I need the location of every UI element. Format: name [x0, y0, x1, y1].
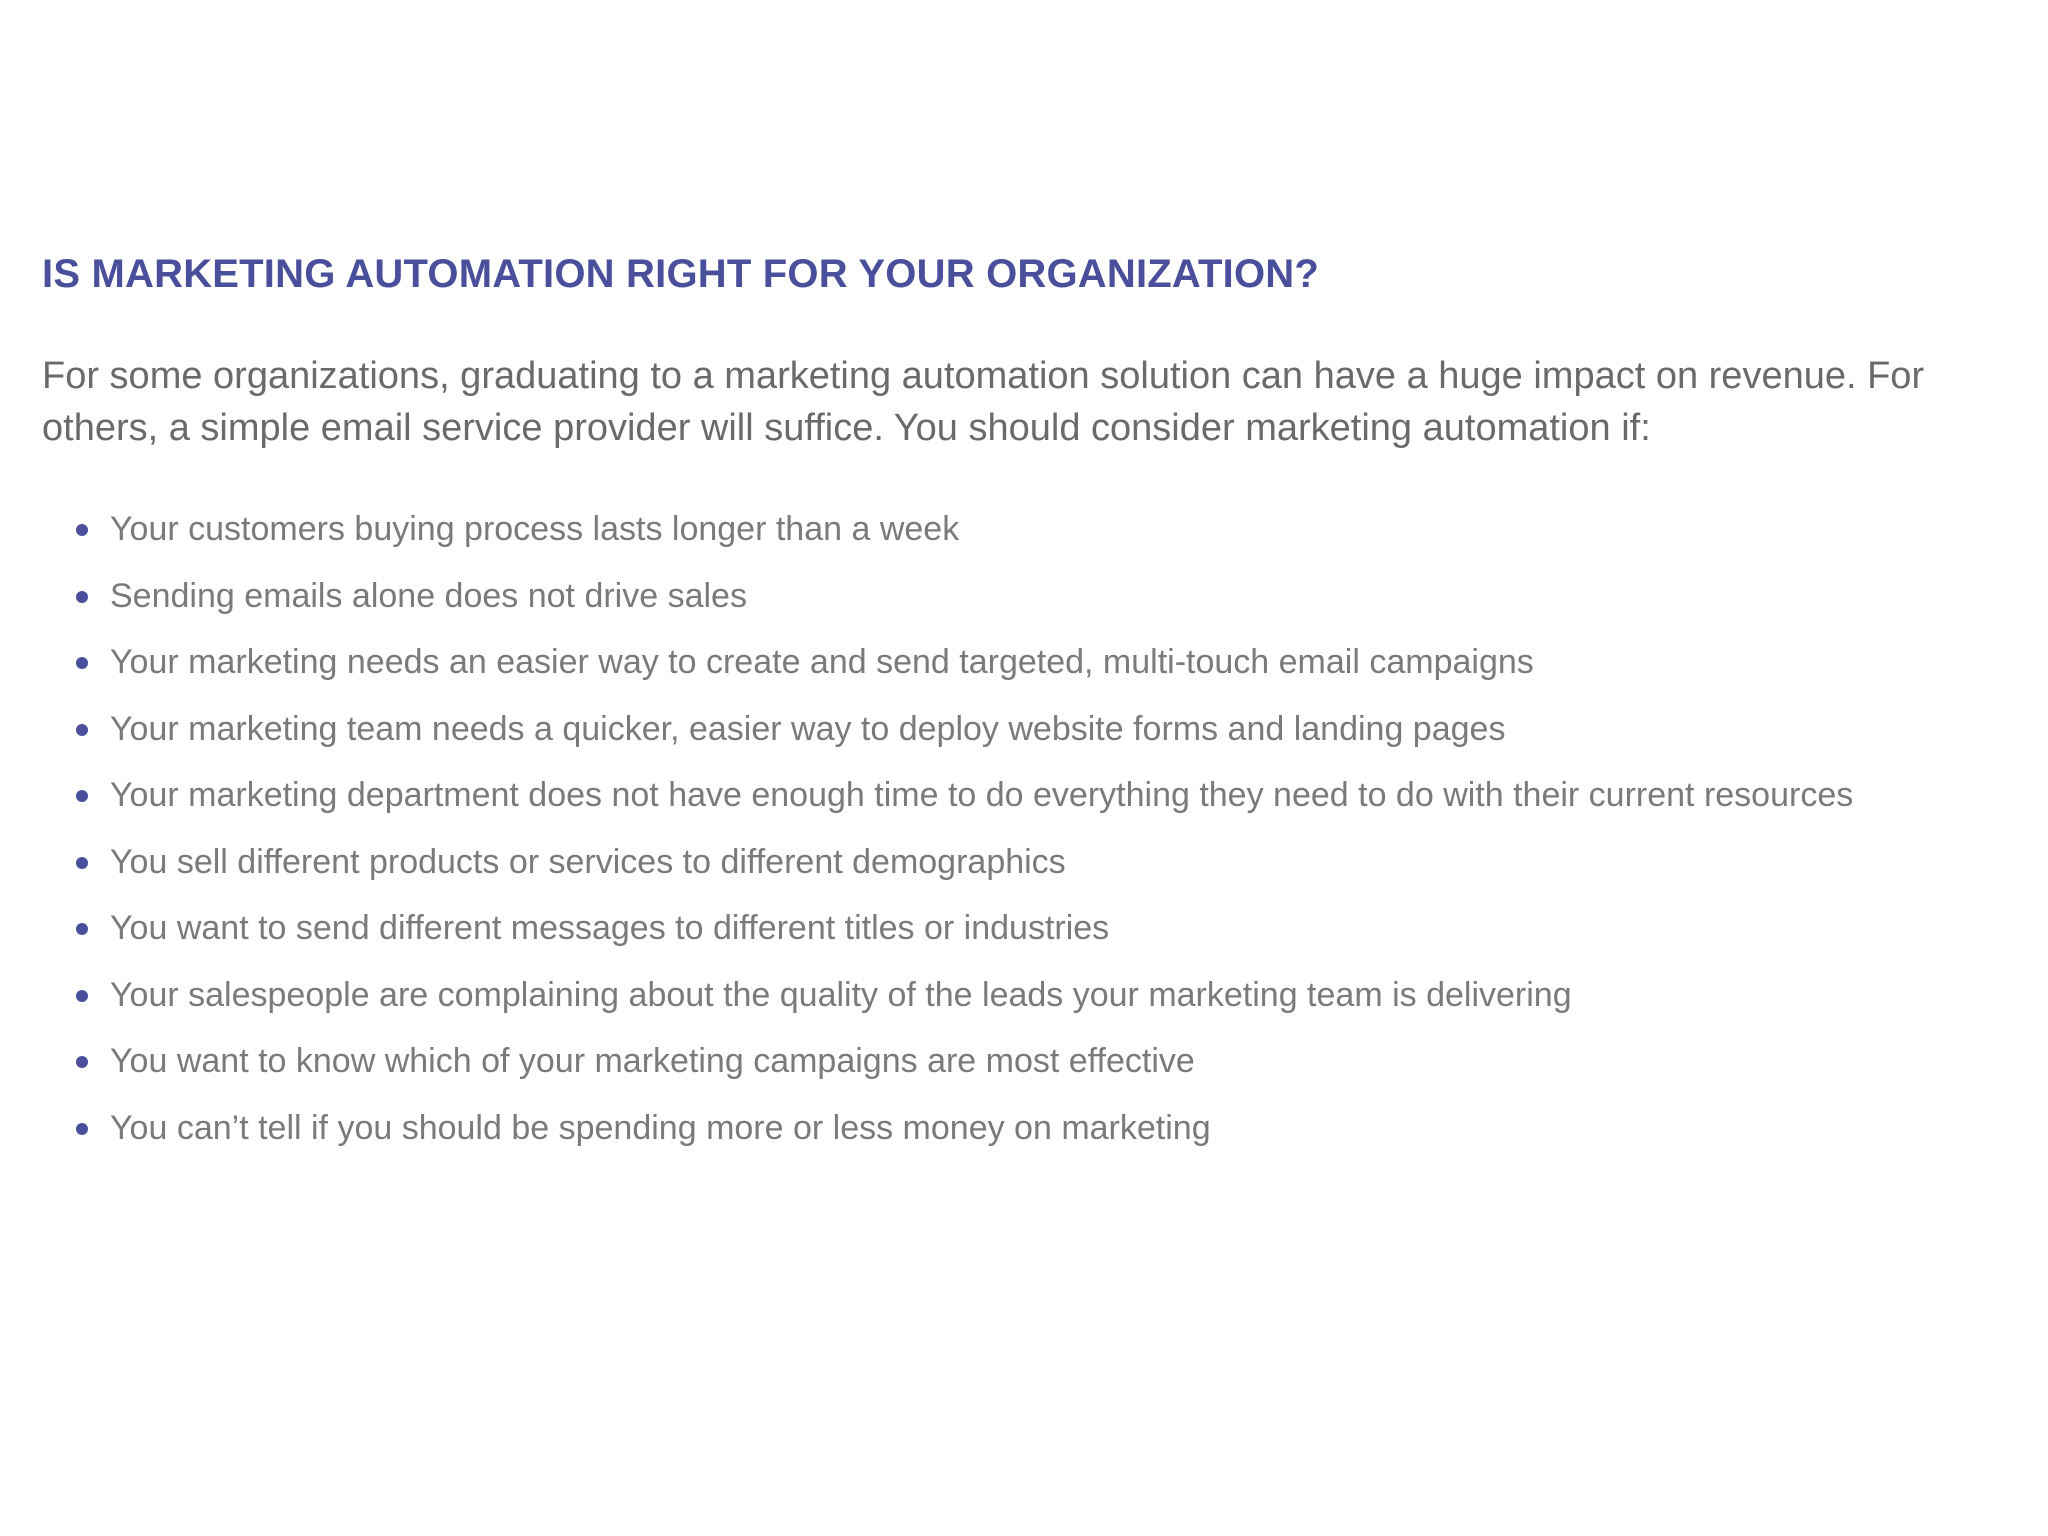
list-item: [42, 570, 1853, 637]
section-heading: IS MARKETING AUTOMATION RIGHT FOR YOUR ORGANIZATION?: [42, 252, 1320, 296]
list-item-text: You want to know which of your marketing campaigns are most effective: [110, 1042, 1195, 1080]
list-item-text: You can’t tell if you should be spending more or less money on marketing: [110, 1108, 1211, 1147]
list-item: [42, 1035, 1853, 1102]
intro-paragraph: For some organizations, graduating to a marketing automation solution can have a huge impact on revenue. For others, a simple email service provider will suffice. You should consider marketing automation if:: [42, 355, 1925, 449]
list-item-text: You sell different products or services to different demographics: [110, 842, 1066, 881]
list-item: [42, 769, 1853, 836]
bullet-dot-icon: [76, 990, 88, 1002]
list-item: [42, 902, 1853, 969]
bullet-dot-icon: [76, 524, 88, 536]
list-item: [42, 503, 1853, 570]
list-item-text: You want to send different messages to different titles or industries: [110, 909, 1110, 947]
list-item-text: Your salespeople are complaining about the quality of the leads your marketing team is delivering: [110, 975, 1572, 1014]
criteria-list: [42, 503, 1853, 1168]
list-item: [42, 969, 1853, 1036]
list-item: [42, 1102, 1853, 1169]
bullet-dot-icon: [76, 857, 88, 869]
bullet-dot-icon: [76, 1123, 88, 1135]
bullet-dot-icon: [76, 790, 88, 802]
list-item: [42, 836, 1853, 903]
bullet-dot-icon: [76, 724, 88, 736]
bullet-dot-icon: [76, 591, 88, 603]
list-item-text: Your marketing department does not have enough time to do everything they need to do with their current resources: [110, 776, 1854, 814]
list-item: [42, 703, 1853, 770]
list-item-text: Your customers buying process lasts longer than a week: [110, 510, 960, 548]
bullet-dot-icon: [76, 1056, 88, 1068]
list-item-text: Your marketing needs an easier way to create and send targeted, multi-touch email campaigns: [110, 643, 1534, 681]
bullet-dot-icon: [76, 657, 88, 669]
list-item-text: Your marketing team needs a quicker, easier way to deploy website forms and landing pages: [110, 709, 1506, 748]
document-page: [42, 0, 2022, 1536]
bullet-dot-icon: [76, 923, 88, 935]
list-item-text: Sending emails alone does not drive sales: [110, 576, 747, 615]
list-item: [42, 636, 1853, 703]
